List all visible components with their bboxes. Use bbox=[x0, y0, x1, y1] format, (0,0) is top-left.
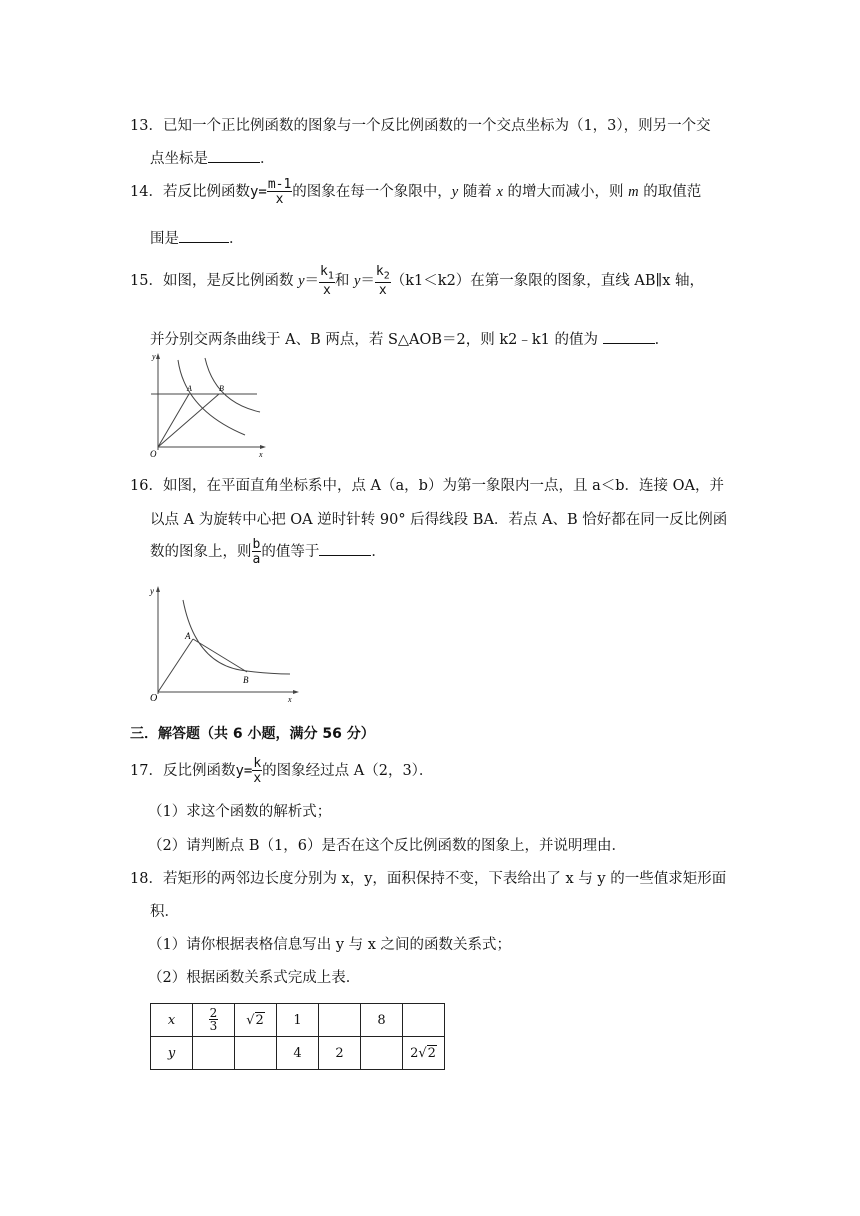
q15-label-y: y bbox=[152, 352, 156, 361]
q15-label-x: x bbox=[259, 450, 263, 459]
q14-fraction bbox=[267, 178, 292, 206]
section-3-heading: 三．解答题（共 6 小题，满分 56 分） bbox=[130, 726, 375, 742]
q18-number: 18． bbox=[130, 871, 163, 887]
cell-y-d: 2 bbox=[319, 1037, 361, 1070]
q15-y-arrow bbox=[156, 353, 160, 359]
q16-segment-oa bbox=[158, 639, 193, 692]
q13-line1 bbox=[130, 114, 711, 135]
q14-number: 14． bbox=[130, 184, 163, 200]
q15-frac1-den: x bbox=[323, 282, 331, 298]
q15-eq2: ＝ bbox=[360, 272, 375, 289]
q16-line2 bbox=[150, 508, 727, 529]
q15-frac2-num: $k_2$ bbox=[375, 264, 390, 282]
q15-var-y1: y bbox=[298, 272, 305, 289]
q14-answer-blank[interactable] bbox=[179, 241, 229, 243]
q15-line1 bbox=[130, 265, 704, 297]
q16-line3 bbox=[150, 538, 386, 566]
q16-frac-num: b bbox=[252, 537, 261, 552]
q16-frac-den: a bbox=[252, 552, 261, 567]
q15-figure bbox=[145, 350, 270, 460]
q16-text3a: 数的图象上，则 bbox=[150, 544, 252, 560]
q15-curve-k2 bbox=[205, 358, 260, 412]
q16-x-arrow bbox=[293, 690, 299, 694]
q17-number: 17． bbox=[130, 763, 163, 779]
q16-label-x: x bbox=[288, 695, 292, 704]
q17-eq-y: y= bbox=[235, 763, 253, 779]
q16-figure bbox=[145, 582, 305, 707]
q13-text2: 点坐标是 bbox=[150, 151, 208, 167]
q14-var-y: y bbox=[451, 184, 459, 200]
q14-period: ． bbox=[229, 231, 244, 247]
q14-line2 bbox=[150, 227, 244, 248]
cell-x-f[interactable] bbox=[403, 1004, 445, 1037]
q15-label-a: A bbox=[187, 384, 192, 393]
cell-x-b: √2 bbox=[235, 1004, 277, 1037]
q14-var-x: x bbox=[496, 184, 503, 200]
q15-number: 15． bbox=[130, 272, 163, 289]
cell-y-e[interactable] bbox=[361, 1037, 403, 1070]
q16-number: 16． bbox=[130, 478, 163, 494]
q16-y-arrow bbox=[156, 586, 160, 592]
q14-text2: 围是 bbox=[150, 231, 179, 247]
q17-part2: （2）请判断点 B（1，6）是否在这个反比例函数的图象上，并说明理由． bbox=[148, 838, 626, 854]
q14-text-d: 的增大而减小，则 bbox=[502, 184, 629, 200]
table-row-x bbox=[151, 1004, 445, 1037]
q17-line1 bbox=[130, 757, 433, 785]
q15-frac1-num: $k_1$ bbox=[320, 264, 334, 282]
q16-segment-ab bbox=[193, 639, 247, 672]
q13-answer-blank[interactable] bbox=[208, 161, 260, 163]
q15-answer-blank[interactable] bbox=[603, 342, 655, 344]
q15-text2: 并分别交两条曲线于 A、B 两点，若 S△AOB＝2，则 k2﹣k1 的值为 bbox=[150, 332, 603, 348]
q15-curve-k1 bbox=[178, 360, 245, 435]
q15-fraction-2 bbox=[375, 265, 391, 297]
cell-x-c: 1 bbox=[277, 1004, 319, 1037]
q15-eq1: ＝ bbox=[304, 272, 319, 289]
q15-period: ． bbox=[654, 332, 670, 348]
q16-label-y: y bbox=[150, 586, 154, 596]
row-header-y: y bbox=[151, 1037, 193, 1070]
q15-segment-ob bbox=[158, 394, 219, 447]
q18-line1 bbox=[130, 867, 726, 888]
q14-frac-den: x bbox=[275, 192, 284, 207]
q14-text-a: 若反比例函数 bbox=[162, 184, 250, 200]
cell-y-a[interactable] bbox=[193, 1037, 235, 1070]
q15-and: 和 bbox=[334, 272, 354, 289]
q15-line2 bbox=[150, 328, 669, 349]
q18-part1: （1）请你根据表格信息写出 y 与 x 之间的函数关系式； bbox=[148, 937, 512, 953]
q18-table bbox=[150, 1003, 445, 1070]
q14-text-c: 随着 bbox=[458, 184, 497, 200]
q14-text-e: 的取值范 bbox=[638, 184, 702, 200]
q16-label-b: B bbox=[243, 675, 249, 685]
q15-label-b: B bbox=[219, 384, 224, 393]
q15-label-o: O bbox=[150, 449, 157, 459]
q15-frac2-den: x bbox=[378, 282, 387, 298]
q16-label-a: A bbox=[185, 631, 191, 641]
cell-y-c: 4 bbox=[277, 1037, 319, 1070]
q17-part1: （1）求这个函数的解析式； bbox=[148, 804, 332, 820]
q13-line2 bbox=[150, 147, 275, 168]
row-header-x: x bbox=[151, 1004, 193, 1037]
q13-text: 已知一个正比例函数的图象与一个反比例函数的一个交点坐标为（1，3），则另一个交 bbox=[162, 118, 711, 134]
q16-answer-blank[interactable] bbox=[319, 554, 371, 556]
q14-eq-y: y= bbox=[249, 184, 267, 200]
q14-line1 bbox=[130, 178, 701, 206]
q16-text1: 如图，在平面直角坐标系中，点 A（a，b）为第一象限内一点，且 a＜b．连接 OA，并 bbox=[162, 478, 724, 494]
cell-x-d[interactable] bbox=[319, 1004, 361, 1037]
q16-line1 bbox=[130, 474, 724, 495]
q17-fraction bbox=[252, 757, 262, 785]
q16-label-o: O bbox=[150, 693, 158, 704]
q14-var-m: m bbox=[628, 184, 639, 200]
q18-text1: 若矩形的两邻边长度分别为 x，y，面积保持不变，下表给出了 x 与 y 的一些值求矩形面 bbox=[162, 871, 727, 887]
q17-text-b: 的图象经过点 A（2，3）． bbox=[262, 763, 434, 779]
q16-text3b: 的值等于 bbox=[261, 544, 320, 560]
q16-curve bbox=[183, 600, 290, 674]
q18-line2: 积． bbox=[150, 904, 179, 920]
q16-period: ． bbox=[371, 544, 386, 560]
cell-y-f: 2√2 bbox=[403, 1037, 445, 1070]
q17-frac-num: k bbox=[253, 756, 262, 771]
q13-number: 13． bbox=[130, 118, 163, 134]
q16-fraction bbox=[252, 538, 262, 566]
q14-frac-num: m-1 bbox=[267, 177, 292, 192]
q16-text2: 以点 A 为旋转中心把 OA 逆时针转 90° 后得线段 BA．若点 A、B 恰好都在同一反比例函 bbox=[150, 512, 728, 528]
q14-text-b: 的图象在每一个象限中， bbox=[292, 184, 452, 200]
table-row-y bbox=[151, 1037, 445, 1070]
q13-period: ． bbox=[260, 151, 275, 167]
q15-condition: （k1＜k2）在第一象限的图象，直线 AB∥x 轴， bbox=[390, 272, 705, 289]
q18-part2: （2）根据函数关系式完成上表． bbox=[148, 970, 361, 986]
q15-var-y2: y bbox=[353, 272, 361, 289]
q15-segment-oa bbox=[158, 394, 189, 447]
cell-x-a: $\frac{2}{3}$ bbox=[193, 1004, 235, 1037]
cell-y-b[interactable] bbox=[235, 1037, 277, 1070]
q15-x-arrow bbox=[260, 445, 266, 449]
q15-text-a: 如图，是反比例函数 bbox=[162, 272, 299, 289]
cell-x-e: 8 bbox=[361, 1004, 403, 1037]
q17-text-a: 反比例函数 bbox=[162, 763, 236, 779]
q15-fraction-1 bbox=[319, 265, 335, 297]
q17-frac-den: x bbox=[253, 771, 262, 786]
